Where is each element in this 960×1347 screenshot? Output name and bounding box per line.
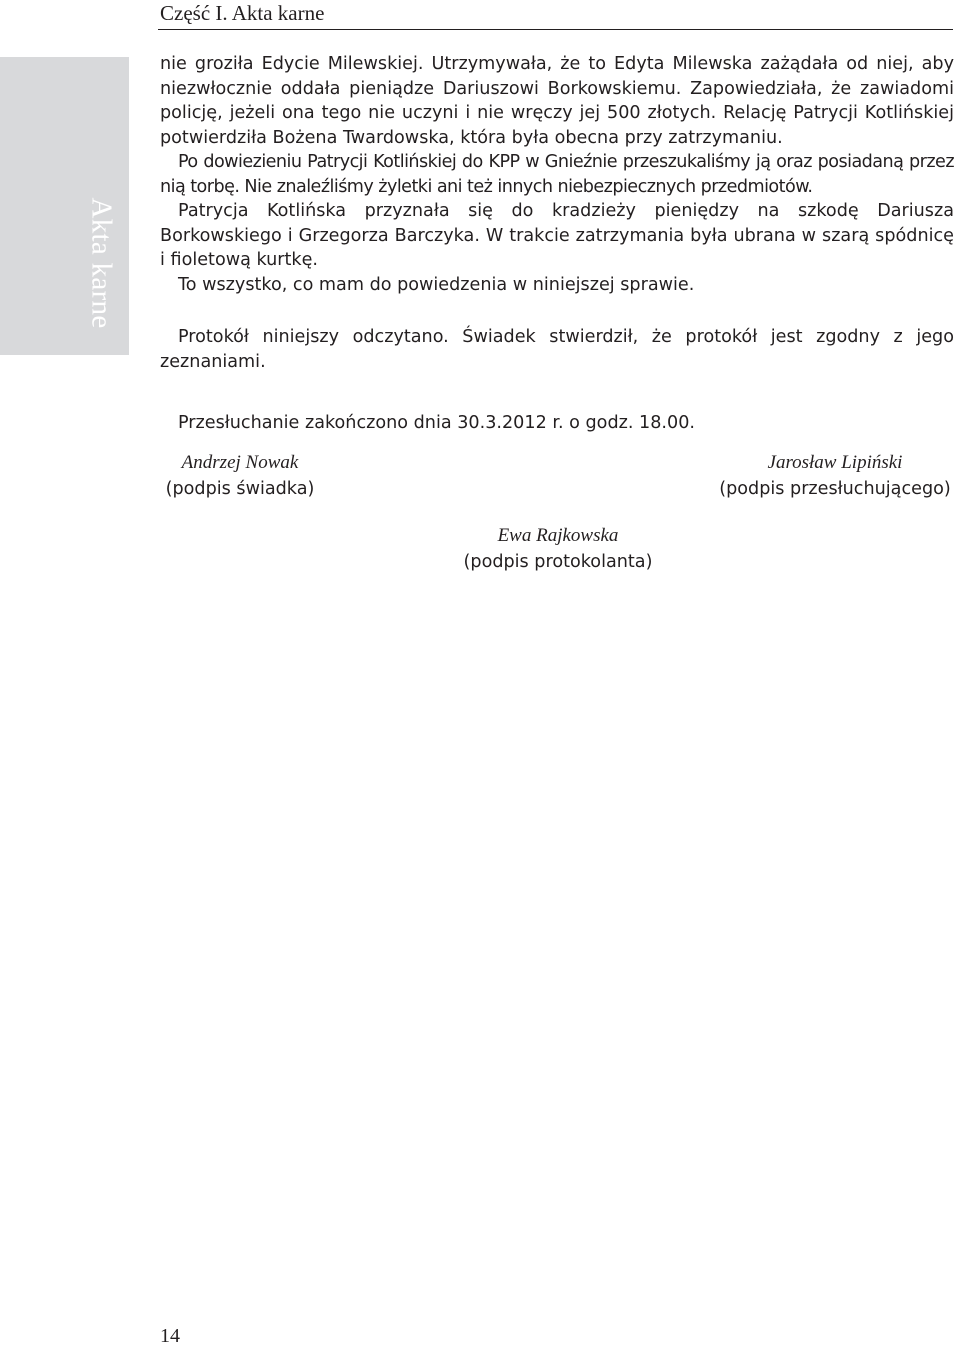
read-back-statement: Protokół niniejszy odczytano. Świadek stwierdził, że protokół jest zgodny z jego zeznaniami. (160, 327, 954, 372)
header-rule (158, 29, 953, 30)
protocol-closing (160, 325, 954, 436)
testimony-body (160, 52, 954, 297)
running-header-title: Część I. Akta karne (160, 1, 325, 25)
clerk-signature-caption: (podpis protokolanta) (463, 552, 653, 572)
interrogator-signature (708, 451, 960, 503)
testimony-paragraph-3: Patrycja Kotlińska przyznała się do kradzieży pieniędzy na szkodę Dariusza Borkowskiego i Grzegorza Barczyka. W trakcie zatrzymania była ubrana w szarą spódnicę i fioletową kurtkę. (160, 201, 954, 270)
side-tab-label: Akta karne (85, 197, 118, 329)
testimony-paragraph-1: nie groziła Edycie Milewskiej. Utrzymywała, że to Edyta Milewska zażądała od niej, aby niezwłocznie oddała pieniądze Dariuszowi Borkowskiemu. Zapowiedziała, że zawiadomi policję, jeżeli ona tego nie uczyni i nie wręczy jej 500 złotych. Relację Patrycji Kotlińskiej potwierdziła Bożena Twardowska, która była obecna przy zatrzymaniu. (160, 54, 954, 148)
interrogator-signature-caption: (podpis przesłuchującego) (719, 479, 951, 499)
clerk-name: Ewa Rajkowska (497, 525, 619, 546)
interrogation-concluded-statement: Przesłuchanie zakończono dnia 30.3.2012 r. o godz. 18.00. (178, 413, 695, 433)
clerk-signature (447, 524, 669, 576)
interrogator-name: Jarosław Lipiński (767, 452, 903, 473)
witness-signature-caption: (podpis świadka) (165, 479, 315, 499)
witness-name: Andrzej Nowak (181, 452, 299, 473)
page-number: 14 (160, 1325, 180, 1347)
testimony-paragraph-2: Po dowiezieniu Patrycji Kotlińskiej do KPP w Gnieźnie przeszukaliśmy ją oraz posiadaną przez nią torbę. Nie znaleźliśmy żyletki ani też innych niebezpiecznych przedmiotów. (160, 152, 954, 197)
section-side-tab (0, 57, 129, 355)
witness-signature (150, 451, 330, 503)
testimony-paragraph-4: To wszystko, co mam do powiedzenia w niniejszej sprawie. (178, 274, 695, 295)
